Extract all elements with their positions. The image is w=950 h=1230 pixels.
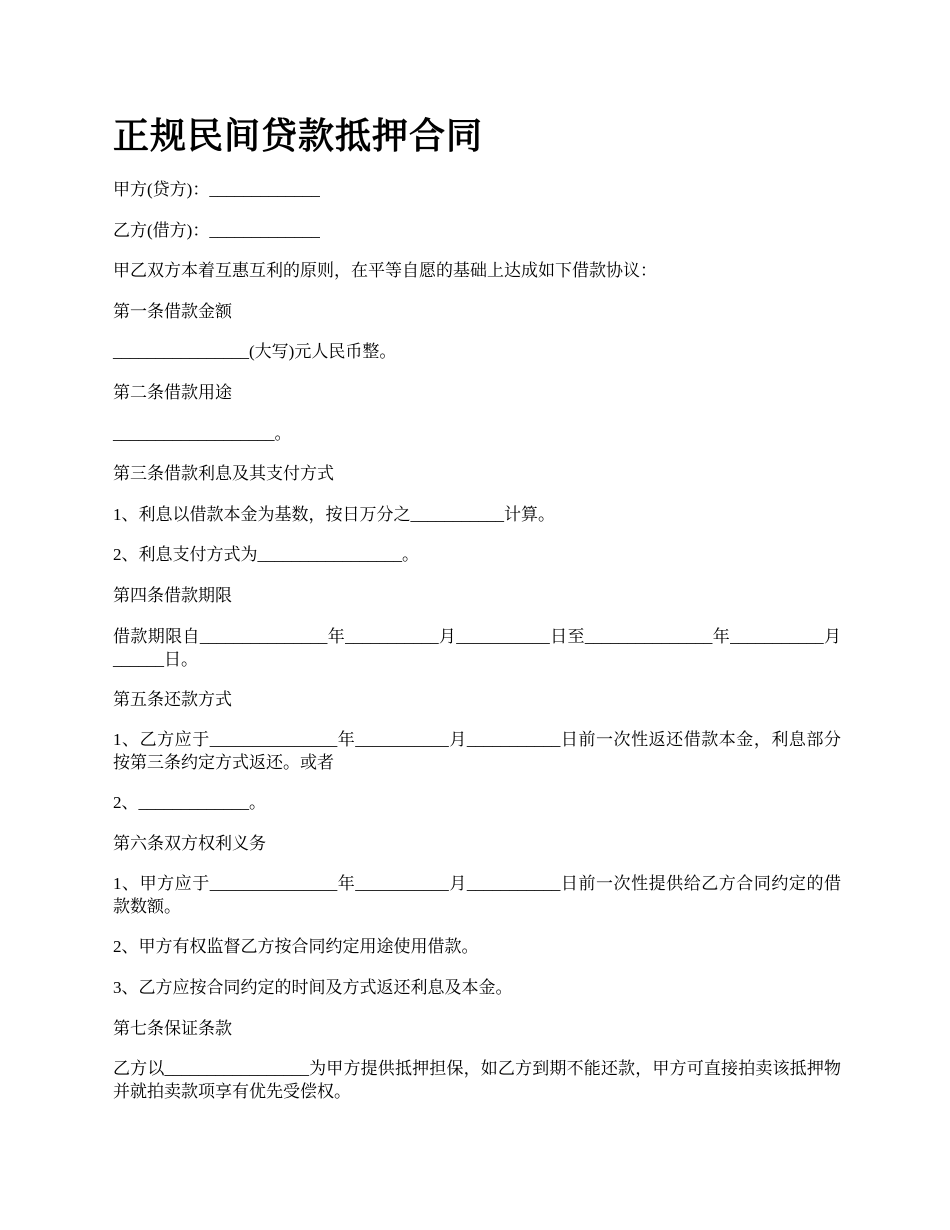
- article-1-text: ________________(大写)元人民币整。: [113, 342, 397, 362]
- article-3-heading: 第三条借款利息及其支付方式: [113, 464, 334, 484]
- article-4-text: 借款期限自_______________年___________月___________日至_______________年___________月______日。: [113, 626, 841, 669]
- article-6-item-1: 1、甲方应于_______________年___________月___________日前一次性提供给乙方合同约定的借款数额。: [113, 874, 841, 917]
- article-3-item-1: 1、利息以借款本金为基数，按日万分之___________计算。: [113, 504, 555, 524]
- document-body: [113, 178, 841, 1120]
- party-a-line: 甲方(贷方)：_____________: [113, 180, 320, 199]
- article-6-heading: 第六条双方权利义务: [113, 833, 266, 853]
- party-b-line: 乙方(借方)：_____________: [113, 220, 320, 240]
- article-3-item-2: 2、利息支付方式为_________________。: [113, 545, 419, 565]
- article-2-heading: 第二条借款用途: [113, 382, 232, 402]
- article-5-item-1: 1、乙方应于_______________年___________月___________日前一次性返还借款本金，利息部分按第三条约定方式返还。或者: [113, 730, 841, 773]
- article-2-text: ___________________。: [113, 423, 292, 443]
- article-6-item-2: 2、甲方有权监督乙方按合同约定用途使用借款。: [113, 937, 479, 957]
- article-1-heading: 第一条借款金额: [113, 301, 232, 321]
- document-title: 正规民间贷款抵押合同: [113, 116, 484, 156]
- article-5-item-2: 2、_____________。: [113, 793, 266, 813]
- preamble: 甲乙双方本着互惠互利的原则，在平等自愿的基础上达成如下借款协议：: [113, 261, 657, 281]
- article-5-heading: 第五条还款方式: [113, 689, 232, 709]
- article-7-heading: 第七条保证条款: [113, 1018, 232, 1038]
- article-6-item-3: 3、乙方应按合同约定的时间及方式返还利息及本金。: [113, 977, 513, 997]
- article-7-text: 乙方以_________________为甲方提供抵押担保，如乙方到期不能还款，甲方可直接拍卖该抵押物并就拍卖款项享有优先受偿权。: [113, 1059, 841, 1102]
- article-4-heading: 第四条借款期限: [113, 585, 232, 605]
